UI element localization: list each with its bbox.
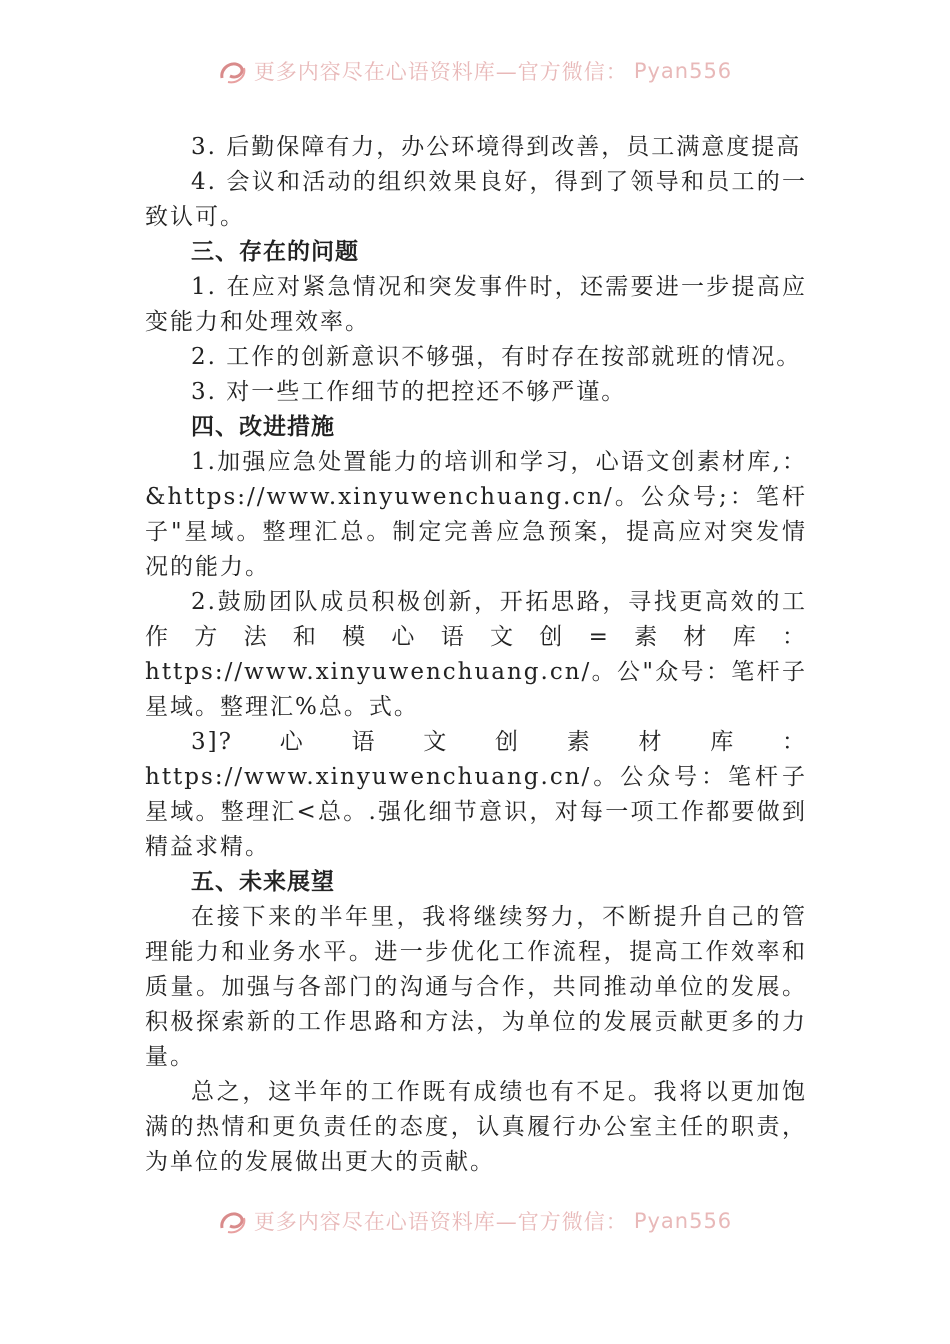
paragraph: 3]?心语文创素材库：https://www.xinyuwenchuang.cn/。公众号：笔杆子星域。整理汇<总。.强化细节意识，对每一项工作都要做到精益求精。 [145, 729, 807, 860]
paragraph: 1.加强应急处置能力的培训和学习，心语文创素材库,：&https://www.xinyuwenchuang.cn/。公众号;：笔杆子"星域。整理汇总。制定完善应急预案，提高应对突发情况的能力。 [145, 449, 807, 580]
paragraph: 3. 后勤保障有力，办公环境得到改善，员工满意度提高 [191, 134, 802, 160]
footer-watermark [0, 1206, 950, 1236]
paragraph: 3. 对一些工作细节的把控还不够严谨。 [191, 379, 627, 405]
section-heading: 四、改进措施 [191, 414, 335, 440]
watermark-text: 更多内容尽在心语资料库—官方微信： [253, 60, 628, 84]
paragraph: 总之，这半年的工作既有成绩也有不足。我将以更加饱满的热情和更负责任的态度，认真履行办公室主任的职责，为单位的发展做出更大的贡献。 [145, 1079, 807, 1175]
watermark-wechat-id: Pyan556 [633, 59, 733, 83]
watermark-wechat-id: Pyan556 [633, 1209, 733, 1233]
document-body [145, 130, 807, 1180]
section-heading: 五、未来展望 [191, 869, 335, 895]
section-heading: 三、存在的问题 [191, 239, 359, 265]
paragraph: 1. 在应对紧急情况和突发事件时，还需要进一步提高应变能力和处理效率。 [145, 274, 807, 335]
swirl-logo-icon [218, 1208, 248, 1234]
watermark-text: 更多内容尽在心语资料库—官方微信： [253, 1210, 628, 1234]
header-watermark [0, 56, 950, 86]
paragraph: 在接下来的半年里，我将继续努力，不断提升自己的管理能力和业务水平。进一步优化工作流程，提高工作效率和质量。加强与各部门的沟通与合作，共同推动单位的发展。积极探索新的工作思路和方法，为单位的发展贡献更多的力量。 [145, 904, 807, 1070]
paragraph: 4. 会议和活动的组织效果良好，得到了领导和员工的一致认可。 [145, 169, 807, 230]
paragraph: 2.鼓励团队成员积极创新，开拓思路，寻找更高效的工作方法和模心语文创=素材库：https://www.xinyuwenchuang.cn/。公"众号：笔杆子星域。整理汇%总。式。 [145, 589, 807, 720]
swirl-logo-icon [218, 58, 248, 84]
paragraph: 2. 工作的创新意识不够强，有时存在按部就班的情况。 [191, 344, 802, 370]
